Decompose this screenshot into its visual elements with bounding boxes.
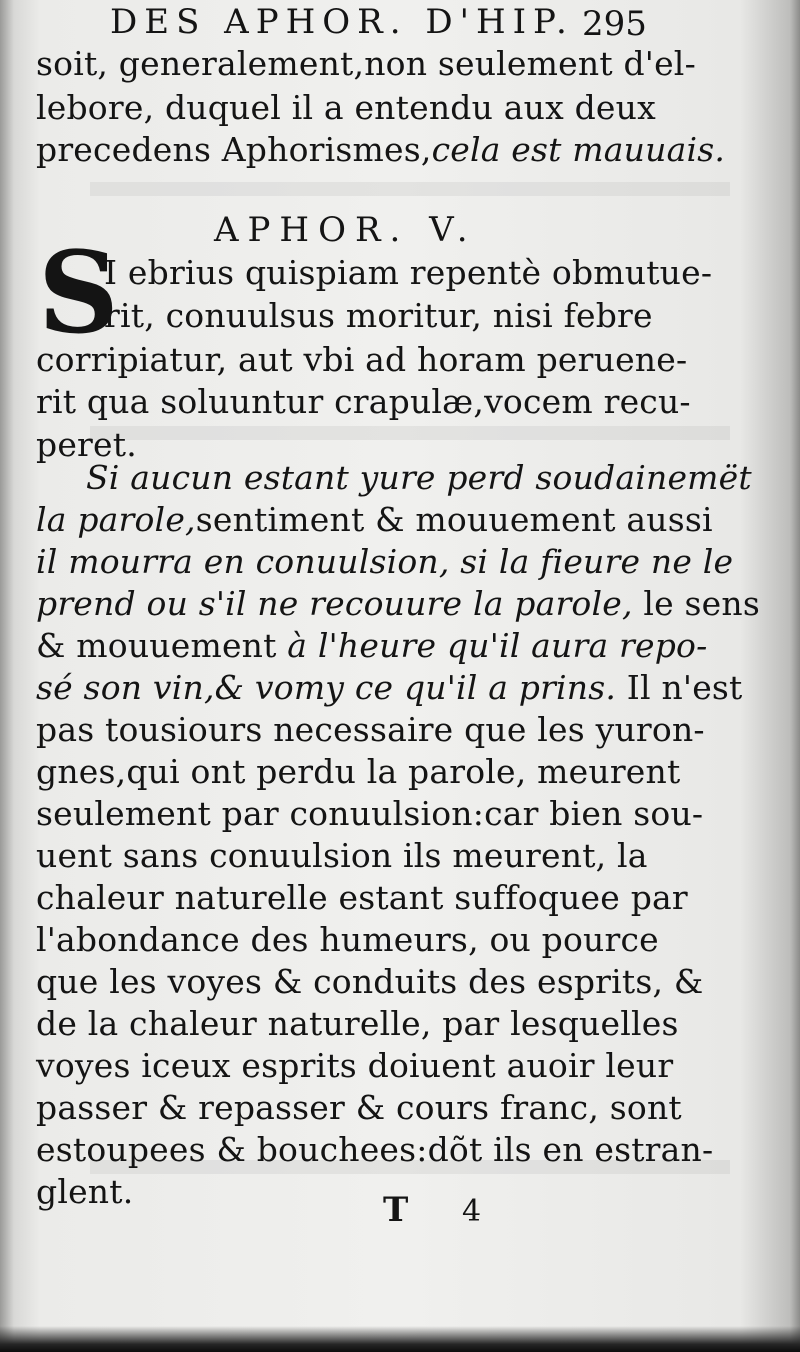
show-through-line: [90, 182, 730, 197]
text-span: precedens Aphorismes,: [36, 130, 432, 169]
italic-span: à l'heure qu'il aura repo-: [276, 626, 708, 665]
text-span: sentiment & mouuement aussi: [195, 500, 713, 539]
italic-span: la parole,: [36, 500, 196, 539]
text-line: pas tousiours necessaire que les yuron-: [36, 710, 705, 749]
text-line: [36, 668, 743, 708]
text-line: rit qua soluuntur crapulæ,vocem recu-: [36, 382, 691, 421]
signature-mark: T: [383, 1190, 409, 1230]
text-line: corripiatur, aut vbi ad horam peruene-: [36, 340, 688, 379]
text-line: seulement par conuulsion:car bien sou-: [36, 794, 704, 833]
text-line: I ebrius quispiam repentè obmutue-: [104, 253, 713, 292]
text-line: voyes iceux esprits doiuent auoir leur: [36, 1046, 674, 1085]
text-line: peret.: [36, 425, 137, 464]
text-span: & mouuement: [36, 626, 277, 665]
italic-span: sé son vin,& vomy ce qu'il a prins.: [36, 668, 617, 707]
text-line: l'abondance des humeurs, ou pource: [36, 920, 659, 959]
running-head: DES APHOR. D'HIP.: [110, 2, 574, 42]
text-line: glent.: [36, 1172, 134, 1211]
text-line: [36, 626, 708, 666]
text-line: [36, 130, 726, 170]
italic-phrase: cela est mauuais.: [431, 130, 726, 169]
text-span: Il n'est: [616, 668, 743, 707]
signature-number: 4: [462, 1194, 482, 1229]
text-line: gnes,qui ont perdu la parole, meurent: [36, 752, 681, 791]
text-line: chaleur naturelle estant suffoquee par: [36, 878, 688, 917]
text-line: [36, 584, 761, 624]
text-line: que les voyes & conduits des esprits, &: [36, 962, 704, 1001]
text-line: de la chaleur naturelle, par lesquelles: [36, 1004, 679, 1043]
page-number: 295: [582, 4, 647, 44]
section-title: APHOR. V.: [214, 210, 477, 250]
italic-span: prend ou s'il ne recouure la parole,: [36, 584, 633, 623]
text-line: soit, generalement,non seulement d'el-: [36, 44, 696, 83]
drop-cap: S: [38, 228, 119, 359]
page-edge-shadow: [0, 1326, 800, 1352]
text-line: Si aucun estant yure perd soudainemët: [86, 458, 752, 497]
text-line: uent sans conuulsion ils meurent, la: [36, 836, 648, 875]
text-span: le sens: [632, 584, 761, 623]
text-line: estoupees & bouchees:dõt ils en estran-: [36, 1130, 714, 1169]
text-line: rit, conuulsus moritur, nisi febre: [104, 296, 653, 335]
text-line: il mourra en conuulsion, si la fieure ne le: [36, 542, 734, 581]
text-line: [36, 500, 713, 540]
text-line: lebore, duquel il a entendu aux deux: [36, 88, 656, 127]
text-line: passer & repasser & cours franc, sont: [36, 1088, 682, 1127]
